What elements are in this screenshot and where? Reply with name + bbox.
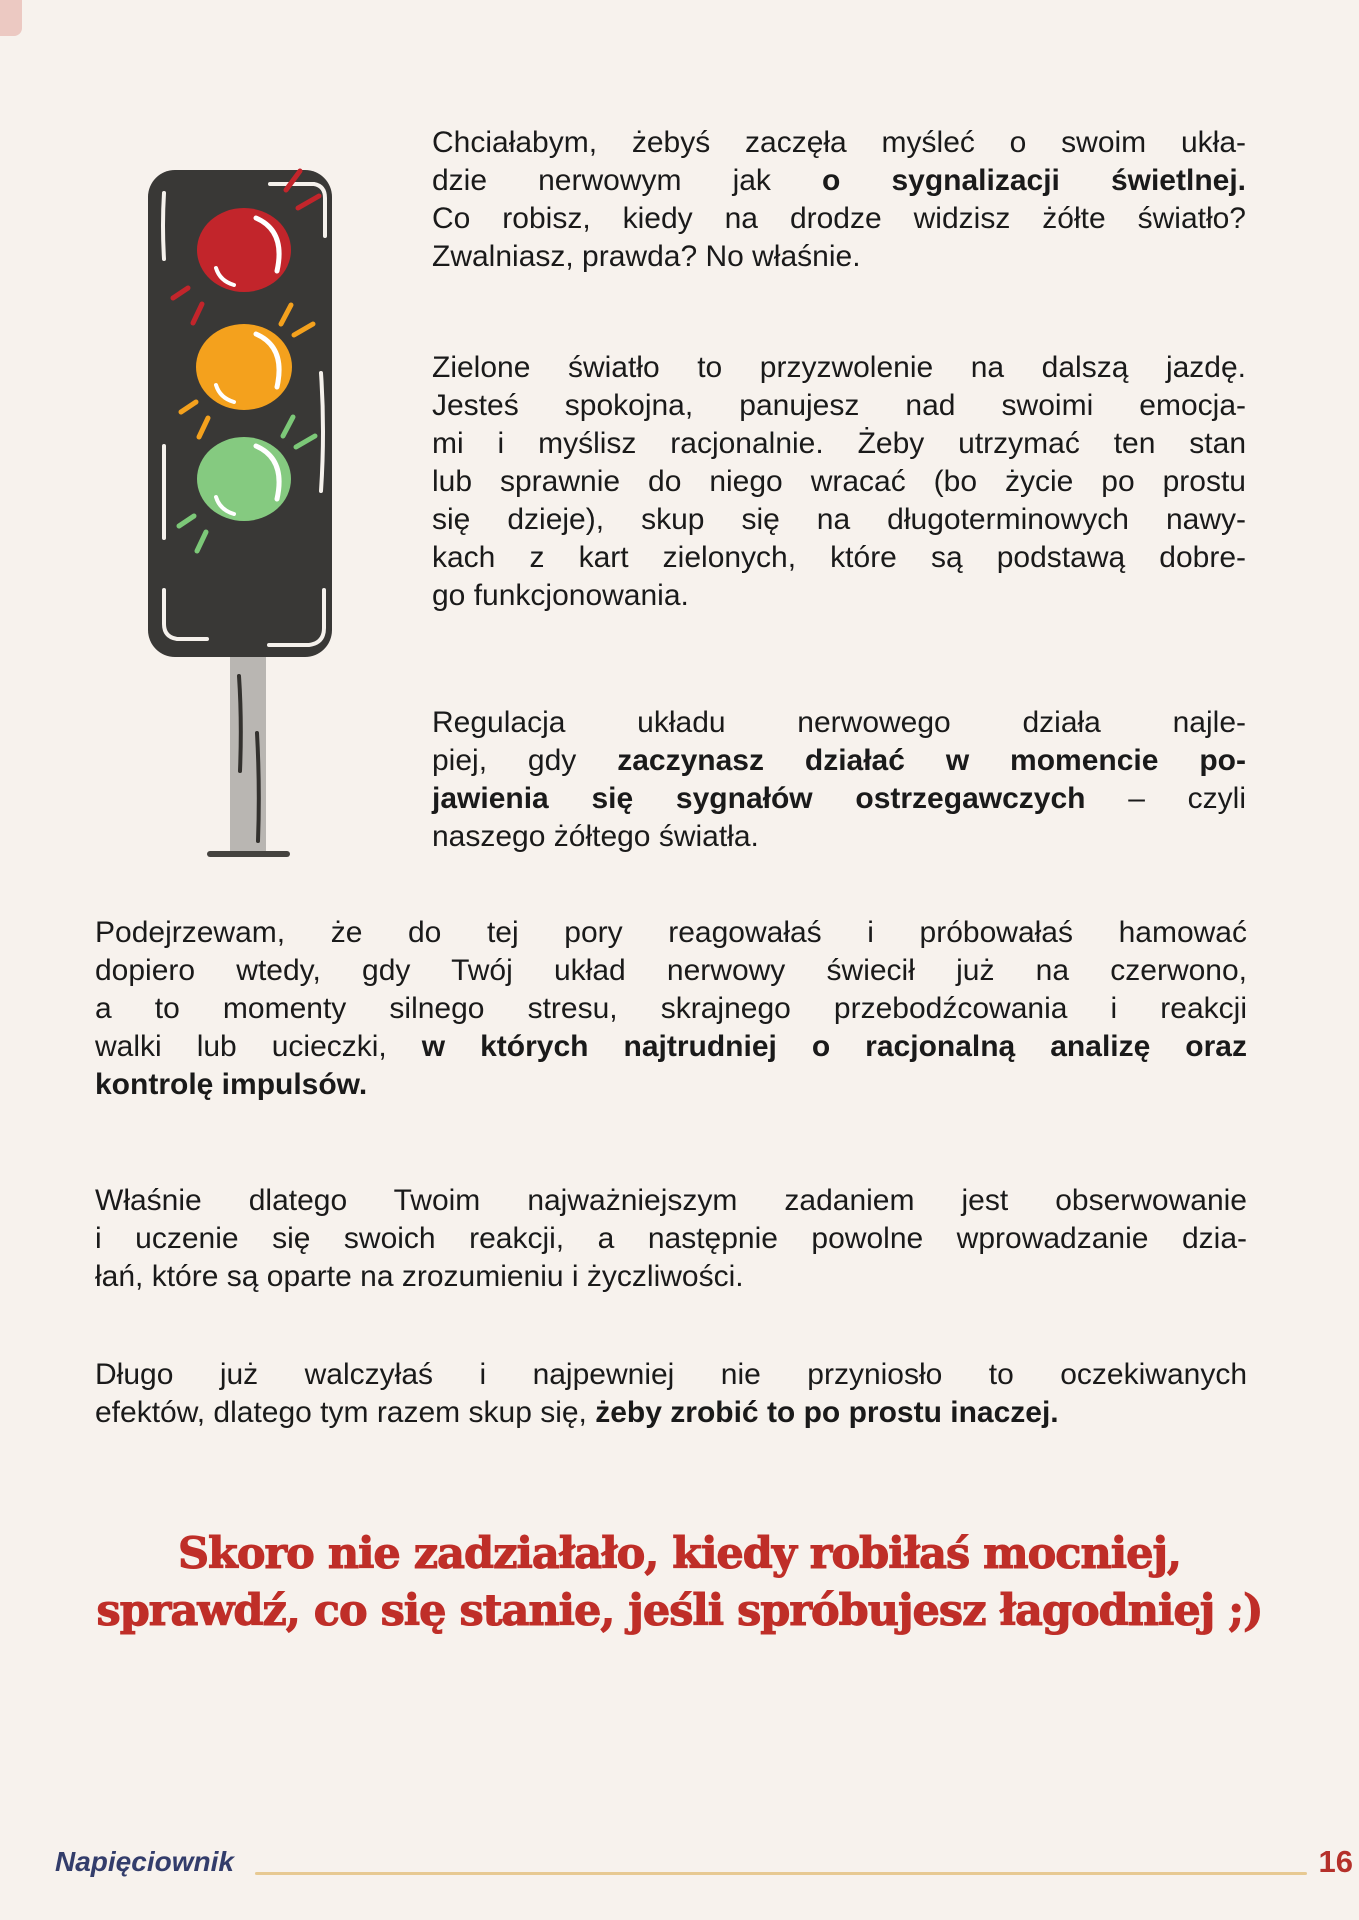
paragraph-regulation bbox=[432, 704, 1246, 856]
text-line: naszego żółtego światła. bbox=[432, 820, 759, 853]
text-line: piej, gdy zaczynasz działać w momencie po- bbox=[432, 744, 1246, 777]
text-line: Podejrzewam, że do tej pory reagowałaś i próbowałaś hamować bbox=[95, 916, 1247, 949]
text-line: i uczenie się swoich reakcji, a następnie powolne wprowadzanie dzia- bbox=[95, 1222, 1247, 1255]
callout-line-2: sprawdź, co się stanie, jeśli spróbujesz łagodniej ;) bbox=[96, 1586, 1263, 1636]
footer-brand: Napięciownik bbox=[55, 1846, 234, 1877]
text-line: Zwalniasz, prawda? No właśnie. bbox=[432, 240, 861, 273]
traffic-light-pole bbox=[230, 657, 266, 855]
callout-heading bbox=[0, 1526, 1359, 1640]
text-line: Zielone światło to przyzwolenie na dalszą jazdę. bbox=[432, 351, 1246, 384]
paragraph-red-light bbox=[95, 914, 1247, 1104]
text-line: Długo już walczyłaś i najpewniej nie przyniosło to oczekiwanych bbox=[95, 1358, 1247, 1391]
text-line: go funkcjonowania. bbox=[432, 579, 689, 612]
callout-line-1: Skoro nie zadziałało, kiedy robiłaś mocniej, bbox=[178, 1529, 1181, 1579]
page-corner-accent bbox=[0, 0, 22, 36]
text-line: Właśnie dlatego Twoim najważniejszym zadaniem jest obserwowanie bbox=[95, 1184, 1247, 1217]
text-line: Jesteś spokojna, panujesz nad swoimi emocja- bbox=[432, 389, 1246, 422]
traffic-light-base bbox=[207, 851, 290, 857]
text-line: efektów, dlatego tym razem skup się, żeby zrobić to po prostu inaczej. bbox=[95, 1396, 1059, 1429]
paragraph-differently bbox=[95, 1356, 1247, 1432]
text-line: a to momenty silnego stresu, skrajnego przebodźcowania i reakcji bbox=[95, 992, 1247, 1025]
text-line: kontrolę impulsów. bbox=[95, 1068, 368, 1101]
paragraph-task bbox=[95, 1182, 1247, 1296]
text-line: Co robisz, kiedy na drodze widzisz żółte światło? bbox=[432, 202, 1246, 235]
text-line: lub sprawnie do niego wracać (bo życie po prostu bbox=[432, 465, 1246, 498]
text-line: Regulacja układu nerwowego działa najle- bbox=[432, 706, 1246, 739]
traffic-light-illustration bbox=[118, 138, 348, 878]
text-line: walki lub ucieczki, w których najtrudniej o racjonalną analizę oraz bbox=[95, 1030, 1247, 1063]
paragraph-intro bbox=[432, 124, 1246, 276]
footer-rule bbox=[255, 1872, 1307, 1875]
text-line: się dzieje), skup się na długoterminowych nawy- bbox=[432, 503, 1246, 536]
text-line: jawienia się sygnałów ostrzegawczych – czyli bbox=[432, 782, 1246, 815]
text-line: mi i myślisz racjonalnie. Żeby utrzymać ten stan bbox=[432, 427, 1246, 460]
text-line: łań, które są oparte na zrozumieniu i życzliwości. bbox=[95, 1260, 744, 1293]
text-line: kach z kart zielonych, które są podstawą dobre- bbox=[432, 541, 1246, 574]
text-line: Chciałabym, żebyś zaczęła myśleć o swoim ukła- bbox=[432, 126, 1246, 159]
paragraph-green-light bbox=[432, 349, 1246, 615]
text-line: dzie nerwowym jak o sygnalizacji świetlnej. bbox=[432, 164, 1246, 197]
page-number: 16 bbox=[1318, 1844, 1353, 1879]
text-line: dopiero wtedy, gdy Twój układ nerwowy świecił już na czerwono, bbox=[95, 954, 1247, 987]
